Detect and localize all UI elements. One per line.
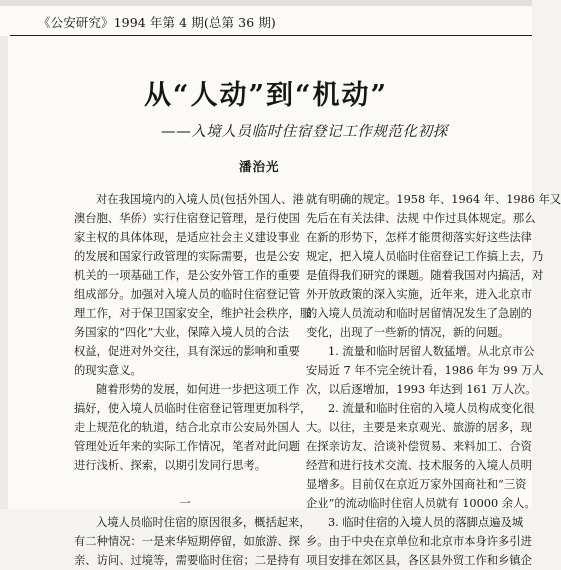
text-line: 乡。由于中央在京单位和北京市本身许多引进 xyxy=(306,535,532,548)
text-line: 在新的形势下，怎样才能贯彻落实好这些法律 xyxy=(306,231,532,244)
left-column xyxy=(74,190,312,570)
viewer-top-edge xyxy=(0,0,532,6)
text-line: 的入境人员流动和临时居留情况发生了急剧的 xyxy=(306,307,532,320)
text-line: 次，以后逐增加，1993 年达到 161 万人次。 xyxy=(306,383,537,396)
text-line: 是值得我们研究的课题。随着我国对内搞活，对 xyxy=(306,269,544,282)
text-line: 进行浅析、探索，以期引发同行思考。 xyxy=(74,459,267,472)
text-line: 的发展和国家行政管理的实际需要，也是公安 xyxy=(74,250,300,263)
text-line: 对在我国境内的入境人员(包括外国人、港 xyxy=(96,193,304,206)
text-line: 组成部分。加强对入境人员的临时住宿登记管 xyxy=(74,288,300,301)
text-line: 先后在有关法律、法规 中作过具体规定。那么 xyxy=(306,212,536,225)
text-line: 一 xyxy=(179,497,191,510)
text-line: 规定，把入境人员临时住宿登记工作搞上去，乃 xyxy=(306,250,544,263)
text-line: 外开放政策的深入实施，近年来，进入北京市 xyxy=(306,288,532,301)
text-line: 经营和进行技术交流、技术服务的入境人员明 xyxy=(306,459,532,472)
text-line: 亲、访问、过境等，需要临时住宿；二是持有 xyxy=(74,554,300,567)
right-column xyxy=(306,190,561,570)
text-line: 的现实意义。 xyxy=(74,364,142,377)
article-title: 从“人动”到“机动” xyxy=(143,80,389,111)
article-subtitle: ——入境人员临时住宿登记工作规范化初探 xyxy=(161,124,448,140)
text-line: 变化，出现了一些新的情况，新的问题。 xyxy=(306,326,510,339)
text-line: 1. 流量和临时居留人数猛增。从北京市公 xyxy=(328,345,535,358)
text-line: 搞好，使入境人员临时住宿登记管理更加科学， xyxy=(74,402,312,415)
text-line: 大。以往，主要是来京观光、旅游的居多，现 xyxy=(306,421,532,434)
text-line: 务国家的“四化”大业，保障入境人员的合法 xyxy=(74,326,289,339)
text-line: 理工作，对于保卫国家安全，维护社会秩序，服 xyxy=(74,307,312,320)
text-line: 在探亲访友、洽谈补偿贸易、来料加工、合资 xyxy=(306,440,532,453)
text-line: 3. 临时住宿的入境人员的落脚点遍及城 xyxy=(328,516,524,529)
author-name: 潘治光 xyxy=(239,159,280,174)
text-line: 入境人员临时住宿的原因很多，概括起来， xyxy=(96,516,311,529)
text-line xyxy=(74,475,296,494)
text-line: 项目安排在郊区县，各区县外贸工作和乡镇企 xyxy=(306,554,532,567)
text-line: 权益，促进对外交往，具有深远的影响和重要 xyxy=(74,345,300,358)
text-line: 企业”的流动临时住宿人员就有 10000 余人。 xyxy=(306,497,536,510)
header-rule xyxy=(10,35,532,36)
text-line: 显增多。目前仅在京近万家外国商社和“三资 xyxy=(306,478,527,491)
text-line: 随着形势的发展，如何进一步把这项工作 xyxy=(96,383,300,396)
text-line: 澳台胞、华侨）实行住宿登记管理，是行使国 xyxy=(74,212,300,225)
text-line: 家主权的具体体现，是适应社会主义建设事业 xyxy=(74,231,300,244)
text-line: 2. 流量和临时住宿的入境人员构成变化很 xyxy=(328,402,535,415)
text-line: 走上规范化的轨道，结合北京市公安局外国人 xyxy=(74,421,300,434)
text-line: 安局近 7 年不完全统计看，1986 年为 99 万人 xyxy=(306,364,544,377)
text-line: 就有明确的规定。1958 年、1964 年、1986 年又 xyxy=(306,193,561,206)
text-line: 管理处近年来的实际工作情况，笔者对此问题 xyxy=(74,440,300,453)
text-line: 机关的一项基础工作，是公安外管工作的重要 xyxy=(74,269,300,282)
journal-header: 《公安研究》1994 年第 4 期(总第 36 期) xyxy=(38,15,276,30)
text-line: 有二种情况：一是来华短期停留，如旅游、探 xyxy=(74,535,300,548)
